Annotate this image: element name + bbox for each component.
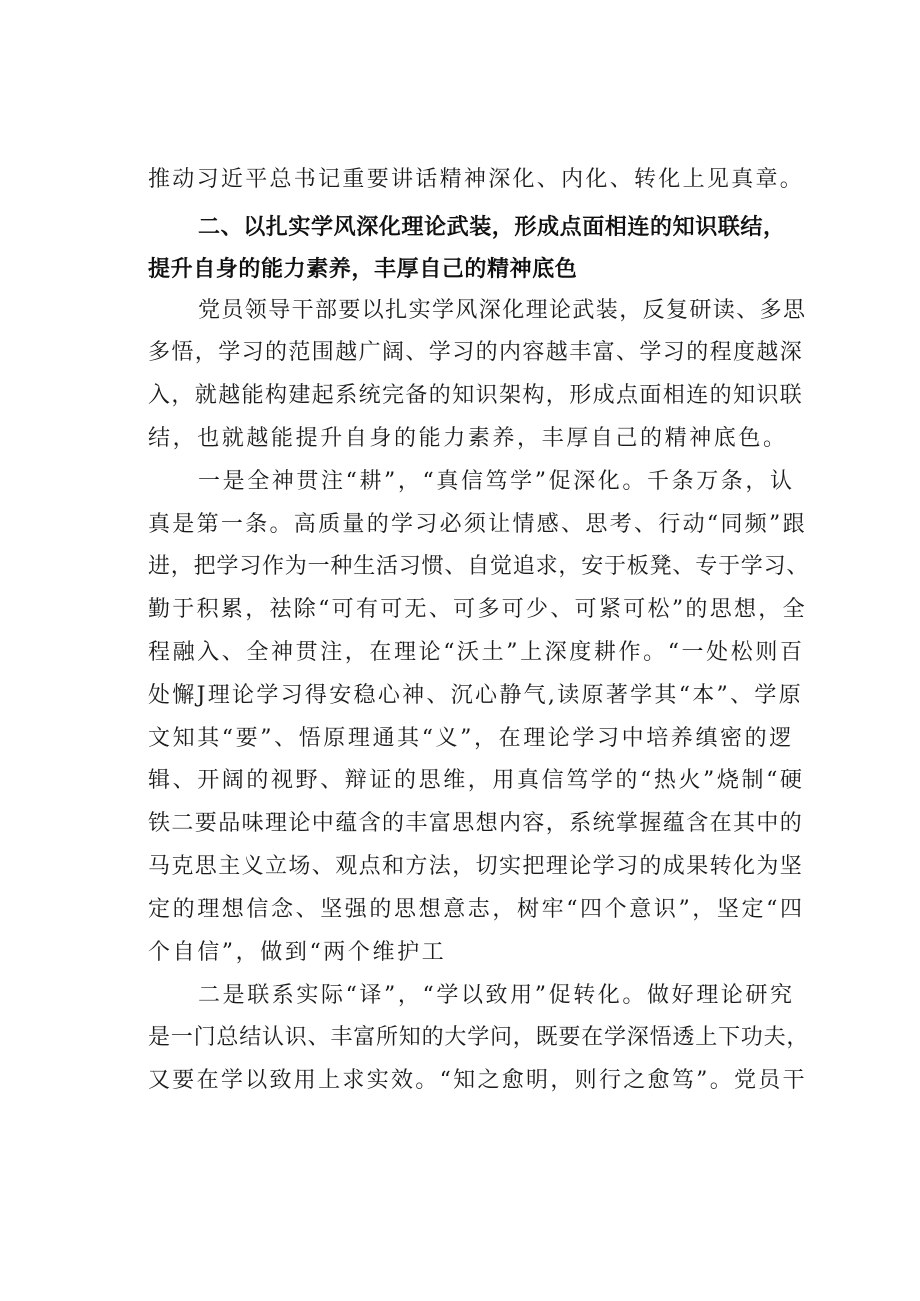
paragraph-line: 个自信”，做到“两个维护工 (148, 940, 447, 965)
paragraph-line: 又要在学以致用上求实效。“知之愈明，则行之愈笃”。党员干 (148, 1068, 807, 1093)
paragraph-line: 文知其“要”、悟原理通其“义”，在理论学习中培养缜密的逻 (148, 726, 794, 751)
paragraph-line: 定的理想信念、坚强的思想意志，树牢“四个意识”，坚定“四 (148, 897, 805, 922)
paragraph-line: 多悟，学习的范围越广阔、学习的内容越丰富、学习的程度越深 (148, 340, 804, 365)
paragraph-line: 是一门总结认识、丰富所知的大学问，既要在学深悟透上下功夫， (148, 1025, 810, 1050)
paragraph-line: 辑、开阔的视野、辩证的思维，用真信笃学的“热火”烧制“硬 (148, 768, 805, 793)
paragraph-line: 真是第一条。高质量的学习必须让情感、思考、行动“同频”跟 (148, 512, 807, 537)
paragraph-line: 程融入、全神贯注，在理论“沃土”上深度耕作。“一处松则百 (148, 640, 805, 665)
paragraph-line: 一是全神贯注“耕”，“真信笃学”促深化。千条万条，认 (198, 469, 795, 494)
paragraph-line: 二是联系实际“译”，“学以致用”促转化。做好理论研究 (198, 983, 795, 1008)
paragraph-line: 马克思主义立场、观点和方法，切实把理论学习的成果转化为坚 (148, 854, 804, 879)
paragraph-line: 入，就越能构建起系统完备的知识架构，形成点面相连的知识联 (148, 383, 804, 408)
paragraph-line: 结，也就越能提升自身的能力素养，丰厚自己的精神底色。 (148, 426, 788, 451)
paragraph-line: 党员领导干部要以扎实学风深化理论武装，反复研读、多思 (198, 298, 807, 323)
section-heading-line-2: 提升自身的能力素养，丰厚自己的精神底色 (148, 257, 578, 282)
intro-line: 推动习近平总书记重要讲话精神深化、内化、转化上见真章。 (148, 167, 805, 192)
paragraph-line: 进，把学习作为一种生活习惯、自觉追求，安于板凳、专于学习、 (148, 554, 810, 579)
section-heading-line-1: 二、以扎实学风深化理论武装，形成点面相连的知识联结， (198, 215, 786, 240)
paragraph-line: 铁二要品味理论中蕴含的丰富思想内容，系统掌握蕴含在其中的 (148, 811, 804, 836)
paragraph-line: 勤于积累，祛除“可有可无、可多可少、可紧可松”的思想，全 (148, 597, 807, 622)
paragraph-line: 处懈J理论学习得安稳心神、沉心静气,读原著学其“本”、学原 (148, 683, 804, 708)
